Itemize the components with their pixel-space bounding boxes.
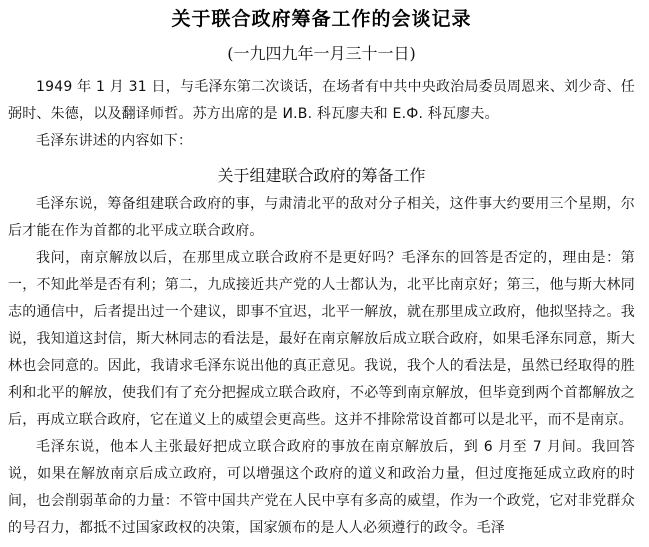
- body-paragraph: 我问，南京解放以后，在那里成立联合政府不是更好吗？毛泽东的回答是否定的，理由是：第一，不知此举是否有利；第二，九成接近共产党的人士都认为，北平比南京好；第三，他与斯大林同志的通信中，后者提出过一个建议，即事不宜迟，北平一解放，就在那里成立政府，他拟坚持之。我说，我知道这封信，斯大林同志的看法是，最好在南京解放后成立联合政府，如果毛泽东同意，斯大林也会同意的。因此，我请求毛泽东说出他的真正意见。我说，我个人的看法是，虽然已经取得的胜利和北平的解放，使我们有了充分把握成立联合政府，不必等到南京解放，但毕竟到两个首都解放之后，再成立联合政府，它在道义上的威望会更高些。这并不排除常设首都可以是北平，而不是南京。: [8, 250, 635, 428]
- body-paragraph: 毛泽东说，他本人主张最好把成立联合政府的事放在南京解放后，到 6 月至 7 月间。我回答说，如果在解放南京后成立政府，可以增强这个政府的道义和政治力量，但过度拖延成立政府的时间，也会削弱革命的力量：不管中国共产党在人民中享有多高的威望，作为一个政党，它对非党群众的号召力，都抵不过国家政权的决策，国家颁布的是人人必须遵行的政令。毛泽: [8, 439, 635, 536]
- document-date: (一九四九年一月三十一日): [227, 44, 416, 63]
- intro-paragraph: 1949 年 1 月 31 日，与毛泽东第二次谈话，在场者有中共中央政治局委员周恩来、刘少奇、任弼时、朱德，以及翻译师哲。苏方出席的是 И.В. 科瓦廖夫和 Е.Ф. 科瓦廖夫。: [8, 79, 635, 122]
- document-title: 关于联合政府筹备工作的会谈记录: [171, 8, 472, 30]
- intro-paragraph: 毛泽东讲述的内容如下：: [36, 133, 193, 149]
- section-heading: 关于组建联合政府的筹备工作: [217, 166, 426, 185]
- body-paragraph: 毛泽东说，筹备组建联合政府的事，与肃清北平的敌对分子相关，这件事大约要用三个星期，尔后才能在作为首都的北平成立联合政府。: [8, 196, 635, 239]
